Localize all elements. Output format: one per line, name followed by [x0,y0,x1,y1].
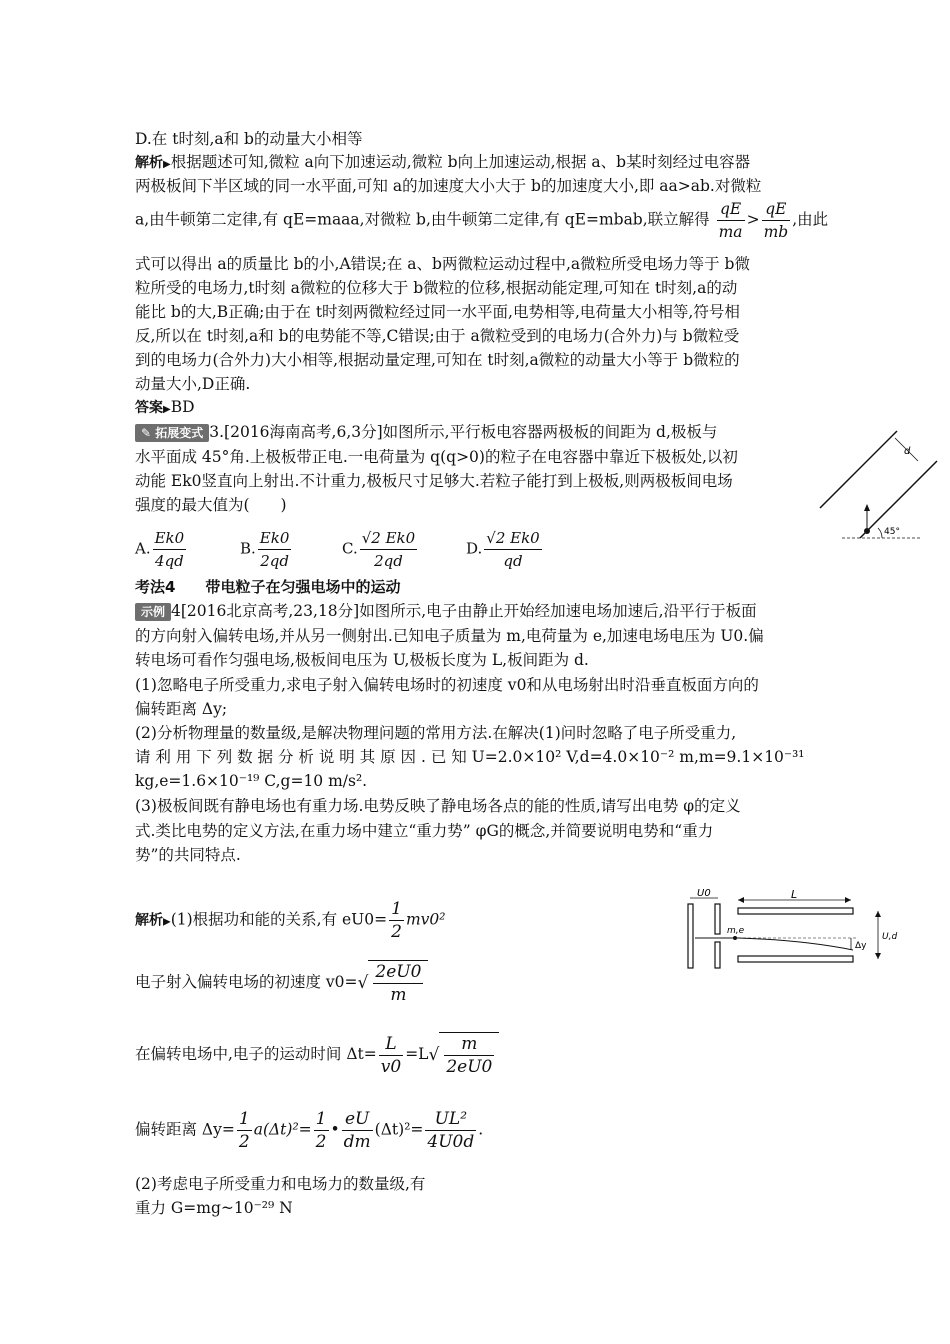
solution-text-3: 在偏转电场中,电子的运动时间 Δt= [135,1045,377,1063]
option-c: C. $\frac{√2 Ek0}{2qd}$ [342,529,416,570]
q3-line-2: 水平面成 45°角.上极板带正电.一电荷量为 q(q>0)的粒子在电容器中靠近下极板处,以初 [135,448,738,466]
analysis-marker-icon: ▶ [163,159,171,170]
option-a: A. $\frac{Ek0}{4qd}$ [135,529,185,570]
analysis-line-3 [135,198,828,243]
d-label: d [904,446,911,457]
dy-label: Δy [855,941,867,951]
solution-line-6: 重力 G=mg~10⁻²⁹ N [135,1199,293,1217]
option-d: D. $\frac{√2 Ek0}{qd}$ [466,529,540,570]
solution-text-4: 偏转距离 Δy= [135,1120,235,1139]
analysis-line-4: 式可以得出 a的质量比 b的小,A错误;在 a、b两微粒运动过程中,a微粒所受电场力等于 b微 [135,255,750,273]
analysis-label: 解析 [135,155,163,171]
eq-L: =L [405,1045,429,1063]
q4-text-1: 4[2016北京高考,23,18分]如图所示,电子由静止开始经加速电场加速后,沿平行于板面 [171,602,757,620]
q4-line-4: (1)忽略电子所受重力,求电子射入偏转电场时的初速度 v0和从电场射出时沿垂直板面方向的 [135,676,759,694]
section-heading: 考法4 带电粒子在匀强电场中的运动 [135,578,401,596]
q4-line-3: 转电场可看作匀强电场,极板间电压为 U,极板长度为 L,板间距为 d. [135,651,589,669]
pencil-icon: ✎ [141,426,152,440]
q4-line-8: kg,e=1.6×10⁻¹⁹ C,g=10 m/s². [135,772,368,790]
solution-text-1: (1)根据功和能的关系,有 eU0= [170,910,388,929]
fraction-qE-mb: $\frac{qE}{mb}$ [763,200,789,241]
deflection-figure [683,886,908,972]
analysis-line-1 [135,151,750,176]
example-badge: 示例 [135,603,171,621]
extension-badge: ✎ 拓展变式 [135,424,209,442]
sqrt-v0: √ $\frac{2eU0}{m}$ [358,960,429,1006]
analysis-text-1: 根据题述可知,微粒 a向下加速运动,微粒 b向上加速运动,根据 a、b某时刻经过电容器 [170,153,751,171]
q4-line-2: 的方向射入偏转电场,并从另一侧射出.已知电子质量为 m,电荷量为 e,加速电场电压为 U0.偏 [135,627,764,645]
L-label: L [791,888,798,901]
analysis-line-2: 两极板间下半区域的同一水平面,可知 a的加速度大小大于 b的加速度大小,即 aa>ab.对微粒 [135,177,762,195]
analysis-line-8: 到的电场力(合外力)大小相等,根据动量定理,可知在 t时刻,a微粒的动量大小等于 b微粒的 [135,351,740,369]
fraction-qE-ma: $\frac{qE}{ma}$ [718,200,743,241]
option-b: B. $\frac{Ek0}{2qd}$ [240,529,290,570]
solution-line-3 [135,1032,499,1078]
q4-line-7: 请 利 用 下 列 数 据 分 析 说 明 其 原 因 . 已 知 U=2.0×10² V,d=4.0×10⁻² m,m=9.1×10⁻³¹ [135,748,805,766]
solution-line-4: 偏转距离 Δy= $\frac{1}{2}$ a(Δt)²= $\frac{1}{2}$ • $\frac{eU}{dm}$ (Δt)²= $\frac{\text{UL²}}{4U0d}$ . [135,1109,484,1152]
analysis-line-9: 动量大小,D正确. [135,375,251,393]
q3-line-1 [135,421,717,443]
me-label: m,e [727,926,745,936]
analysis-text-3b: ,由此 [792,210,829,229]
particle-dot [864,528,870,534]
fraction-L-v0: $\frac{L}{v0}$ [380,1033,402,1077]
option-c-fraction: $\frac{√2 Ek0}{2qd}$ [361,529,416,570]
answer-marker-icon: ▶ [163,404,171,415]
angle-label: 45° [884,527,900,537]
solution-line-1 [135,898,445,943]
q4-line-10: 式.类比电势的定义方法,在重力场中建立“重力势” φG的概念,并简要说明电势和“重力 [135,822,714,840]
analysis-text-3a: a,由牛顿第二定律,有 qE=maaa,对微粒 b,由牛顿第二定律,有 qE=mbab,联立解得 [135,210,710,229]
q4-line-9: (3)极板间既有静电场也有重力场.电势反映了静电场各点的能的性质,请写出电势 φ的定义 [135,797,741,815]
q3-line-3: 动能 Ek0竖直向上射出.不计重力,极板尺寸足够大.若粒子能打到上极板,则两极板间电场 [135,472,733,490]
analysis-line-7: 反,所以在 t时刻,a和 b的电势能不等,C错误;由于 a微粒受到的电场力(合外力)与 b微粒受 [135,327,740,345]
q3-line-4: 强度的最大值为( ) [135,496,287,514]
q3-text-1: 3.[2016海南高考,6,3分]如图所示,平行板电容器两极板的间距为 d,极板与 [209,423,718,441]
analysis-line-5: 粒所受的电场力,t时刻 a微粒的位移大于 b微粒的位移,根据动能定理,可知在 t时刻,a的动 [135,279,738,297]
electron-dot [733,936,737,940]
answer-line [135,396,195,421]
Ud-label: U,d [882,932,898,942]
answer-label: 答案 [135,400,163,416]
solution-label: 解析 [135,912,163,929]
q4-line-5: 偏转距离 Δy; [135,700,228,718]
sqrt-time: √ $\frac{m}{2eU0}$ [428,1032,499,1078]
U0-label: U0 [697,888,711,899]
analysis-line-6: 能比 b的大,B正确;由于在 t时刻两微粒经过同一水平面,电势相等,电荷量大小相等,符号相 [135,303,740,321]
option-d-line: D.在 t时刻,a和 b的动量大小相等 [135,130,363,148]
fraction-half: $\frac{1}{2}$ [391,899,402,942]
solution-line-2 [135,960,428,1006]
q4-line-1 [135,600,757,622]
capacitor-figure [812,428,940,544]
solution-line-5: (2)考虑电子所受重力和电场力的数量级,有 [135,1175,426,1193]
solution-marker-icon: ▶ [163,916,171,928]
solution-text-2: 电子射入偏转电场的初速度 v0= [135,973,358,991]
answer-value: BD [170,398,195,416]
option-d-fraction: $\frac{√2 Ek0}{qd}$ [486,529,540,570]
gt-sign: > [746,210,760,229]
q4-line-11: 势”的共同特点. [135,846,241,864]
option-b-fraction: $\frac{Ek0}{2qd}$ [259,529,290,570]
mv0-squared: mv0² [405,910,446,929]
option-a-fraction: $\frac{Ek0}{4qd}$ [154,529,185,570]
q4-line-6: (2)分析物理量的数量级,是解决物理问题的常用方法.在解决(1)问时忽略了电子所受重力, [135,724,737,742]
